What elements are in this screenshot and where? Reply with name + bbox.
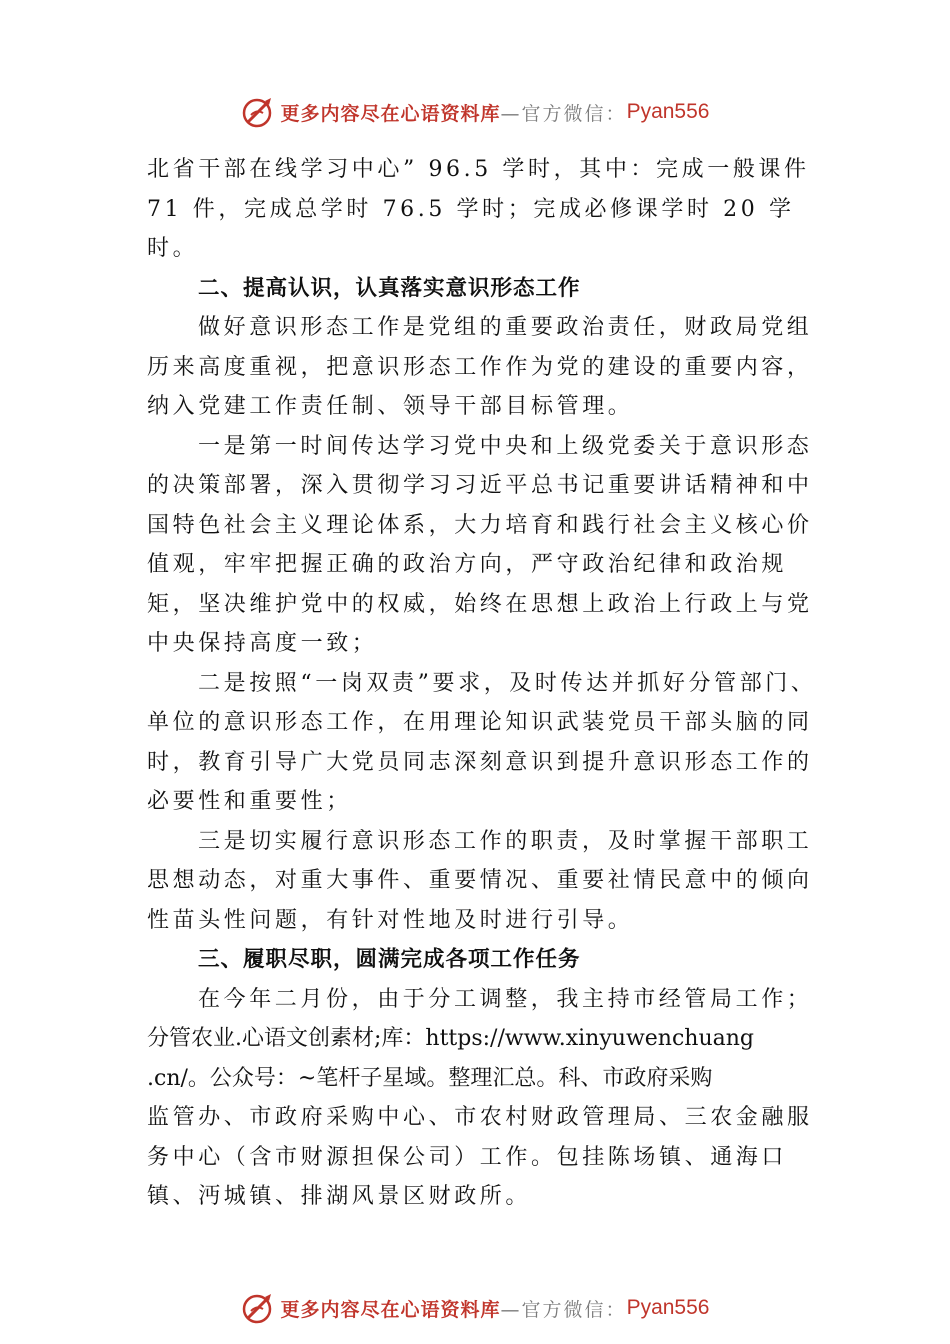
paragraph-duties-line1: 在今年二月份，由于分工调整，我主持市经管局工作； xyxy=(198,986,813,1012)
banner-wechat-id: Pyan556 xyxy=(626,1296,710,1319)
paragraph-duties-line4: 监管办、市政府采购中心、市农村财政管理局、三农金融服务中心（含市财源担保公司）工作。包挂陈场镇、通海口镇、沔城镇、排湖风景区财政所。 xyxy=(147,1105,813,1209)
footer-banner xyxy=(0,1288,950,1328)
banner-wechat-label: —官方微信： xyxy=(500,1298,627,1321)
section-heading-2: 二、提高认识，认真落实意识形态工作 xyxy=(198,275,581,301)
banner-title: 更多内容尽在心语资料库 xyxy=(280,1298,501,1321)
paragraph-study-hours: 北省干部在线学习中心” 96.5 学时，其中：完成一般课件 71 件，完成总学时 76.5 学时；完成必修课学时 20 学时。 xyxy=(147,157,810,261)
paragraph-ideology-intro: 做好意识形态工作是党组的重要政治责任，财政局党组历来高度重视，把意识形态工作作为党的建设的重要内容， 纳入党建工作责任制、领导干部目标管理。 xyxy=(147,315,813,419)
paragraph-point-three: 三是切实履行意识形态工作的职责，及时掌握干部职工思想动态，对重大事件、重要情况、重要社情民意中的倾向性苗头性问题，有针对性地及时进行引导。 xyxy=(147,828,813,933)
banner-title: 更多内容尽在心语资料库 xyxy=(280,102,501,125)
section-heading-3: 三、履职尽职，圆满完成各项工作任务 xyxy=(198,947,581,972)
header-banner xyxy=(0,92,950,132)
banner-wechat-id: Pyan556 xyxy=(626,100,710,123)
paragraph-point-two: 二是按照“一岗双责”要求，及时传达并抓好分管部门、单位的意识形态工作，在用理论知识武装党员干部头脑的同时，教育引导广大党员同志深刻意识到提升意识形态工作的必要性和重要性； xyxy=(147,670,817,814)
document-body xyxy=(147,150,827,1217)
banner-wechat-label: —官方微信： xyxy=(500,102,627,125)
paragraph-duties-line2: 分管农业.心语文创素材;库：https://www.xinyuwenchuang xyxy=(147,1026,754,1051)
paragraph-point-one: 一是第一时间传达学习党中央和上级党委关于意识形态的决策部署，深入贯彻学习习近平总书记重要讲话精神和中国特色社会主义理论体系，大力培育和践行社会主义核心价值观，牢牢把握正确的政治方向，严守政治纪律和政治规矩，坚决维护党中的权威，始终在思想上政治上行政上与党中央保持高度一致； xyxy=(147,433,813,656)
brush-logo-icon xyxy=(241,95,275,129)
paragraph-duties-line3: .cn/。公众号：~笔杆子星域。整理汇总。科、市政府采购 xyxy=(147,1065,713,1091)
brush-logo-icon xyxy=(241,1291,275,1325)
